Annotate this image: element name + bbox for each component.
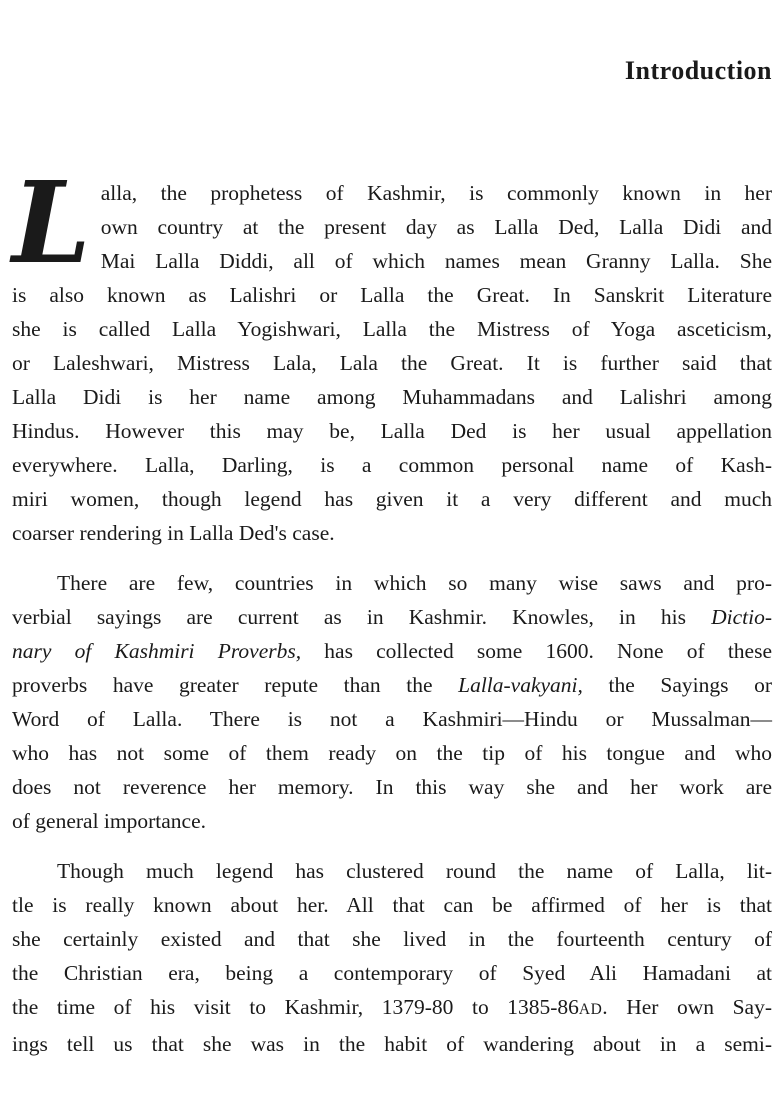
text-line: of general importance. bbox=[12, 809, 207, 833]
text-line: Hindus. However this may be, Lalla Ded is her usual appellation bbox=[12, 419, 772, 443]
text-line bbox=[12, 668, 772, 702]
text-line: the Christian era, being a contemporary of Syed Ali Hamadani at bbox=[12, 961, 772, 985]
text-line: she is called Lalla Yogishwari, Lalla the Mistress of Yoga asceticism, bbox=[12, 317, 772, 341]
text-line: There are few, countries in which so many wise saws and pro- bbox=[57, 571, 772, 595]
text-line: is also known as Lalishri or Lalla the Great. In Sanskrit Literature bbox=[12, 283, 772, 307]
work-title: Lalla-vakyani, bbox=[458, 673, 583, 697]
text-line: miri women, though legend has given it a very different and much bbox=[12, 487, 772, 511]
text-line: own country at the present day as Lalla Ded, Lalla Didi and bbox=[100, 215, 772, 239]
text-line: coarser rendering in Lalla Ded's case. bbox=[12, 521, 335, 545]
body-text bbox=[12, 158, 772, 1077]
text-span: proverbs have greater repute than the bbox=[12, 673, 459, 697]
text-line: tle is really known about her. All that can be affirmed of her is that bbox=[12, 893, 772, 917]
paragraph-3 bbox=[12, 854, 772, 1061]
drop-cap: L bbox=[12, 158, 91, 289]
text-line: Mai Lalla Diddi, all of which names mean Granny Lalla. She bbox=[100, 249, 772, 273]
text-span: the time of his visit to Kashmir, 1379-80 to 1385-86 bbox=[12, 995, 579, 1019]
text-line: everywhere. Lalla, Darling, is a common personal name of Kash- bbox=[12, 453, 772, 477]
text-line bbox=[12, 634, 772, 668]
era-abbreviation: AD bbox=[578, 1001, 603, 1018]
text-line: alla, the prophetess of Kashmir, is commonly known in her bbox=[100, 181, 772, 205]
text-line bbox=[12, 600, 772, 634]
text-span: the Sayings or bbox=[582, 673, 772, 697]
text-line: Lalla Didi is her name among Muhammadans and Lalishri among bbox=[12, 385, 772, 409]
text-line: ings tell us that she was in the habit of wandering about in a semi- bbox=[12, 1032, 772, 1056]
paragraph-1 bbox=[12, 158, 772, 550]
text-span: . Her own Say- bbox=[602, 995, 772, 1019]
text-line: who has not some of them ready on the tip of his tongue and who bbox=[12, 741, 772, 765]
text-line: Word of Lalla. There is not a Kashmiri—Hindu or Mussalman— bbox=[12, 707, 772, 731]
text-span: has collected some 1600. None of these bbox=[301, 639, 772, 663]
text-line bbox=[12, 990, 772, 1027]
page-title: Introduction bbox=[624, 56, 772, 85]
paragraph-2 bbox=[12, 566, 772, 838]
text-line: she certainly existed and that she lived in the fourteenth century of bbox=[12, 927, 772, 951]
book-title: nary of Kashmiri Proverbs, bbox=[12, 639, 302, 663]
text-span: verbial sayings are current as in Kashmir. Knowles, in his bbox=[12, 605, 712, 629]
text-line: does not reverence her memory. In this way she and her work are bbox=[12, 775, 772, 799]
book-title: Dictio- bbox=[711, 605, 772, 629]
text-line: or Laleshwari, Mistress Lala, Lala the Great. It is further said that bbox=[12, 351, 772, 375]
text-line: Though much legend has clustered round the name of Lalla, lit- bbox=[57, 859, 772, 883]
